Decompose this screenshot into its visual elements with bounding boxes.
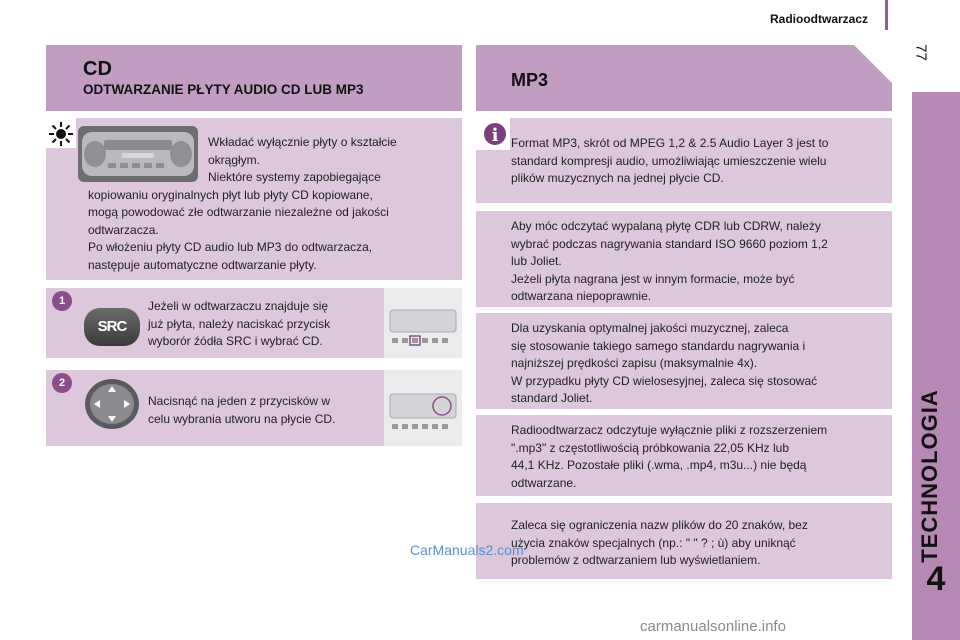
mp3-line: Zaleca się ograniczenia nazw plików do 20 znaków, bez <box>511 518 808 532</box>
navigation-buttons-image <box>84 378 140 430</box>
step-number-badge: 2 <box>52 373 72 393</box>
mp3-line: najniższej prędkości zapisu (maksymalnie 4x). <box>511 356 758 370</box>
intro-line: odtwarzacza. <box>88 222 159 237</box>
intro-line: Wkładać wyłącznie płyty o kształcie <box>208 135 397 149</box>
step-1-line: już płyta, należy naciskać przycisk <box>148 316 331 331</box>
mp3-line: standard Joliet. <box>511 391 593 405</box>
mp3-line: Jeżeli płyta nagrana jest w innym formacie, może być <box>511 271 795 286</box>
header-divider <box>885 0 888 30</box>
step-number-badge: 1 <box>52 291 72 311</box>
cd-subtitle: ODTWARZANIE PŁYTY AUDIO CD LUB MP3 <box>83 82 364 97</box>
src-button-image: SRC <box>84 308 140 346</box>
watermark-link[interactable]: carmanualsonline.info <box>640 618 786 635</box>
step-2-line: celu wybrania utworu na płycie CD. <box>148 411 336 426</box>
intro-line: okrągłym. <box>208 152 261 167</box>
mp3-line: Dla uzyskania optymalnej jakości muzycznej, zaleca <box>511 321 789 335</box>
intro-line: Po włożeniu płyty CD audio lub MP3 do odtwarzacza, <box>88 240 373 254</box>
mp3-line: się stosowanie takiego samego standardu nagrywania i <box>511 338 806 353</box>
intro-line: następuje automatyczne odtwarzanie płyty. <box>88 257 317 272</box>
mp3-line: standard kompresji audio, umożliwiając umieszczenie wielu <box>511 153 827 168</box>
page-number: 77 <box>912 44 930 61</box>
radio-thumbnail-src <box>384 288 462 358</box>
cd-title: CD <box>83 58 112 80</box>
section-title: Radioodtwarzacz <box>770 12 869 26</box>
mp3-line: użycia znaków specjalnych (np.: " " ? ; ù) aby uniknąć <box>511 535 796 550</box>
mp3-line: wybrać podczas nagrywania standard ISO 9660 poziom 1,2 <box>511 236 828 251</box>
mp3-line: Aby móc odczytać wypalaną płytę CDR lub CDRW, należy <box>511 219 821 233</box>
radio-thumbnail-nav <box>384 370 462 446</box>
mp3-title: MP3 <box>511 70 549 90</box>
step-1-line: Jeżeli w odtwarzaczu znajduje się <box>148 299 329 313</box>
chapter-label: TECHNOLOGIA <box>917 389 942 563</box>
info-icon: i <box>482 121 508 147</box>
mp3-line: W przypadku płyty CD wielosesyjnej, zaleca się stosować <box>511 373 818 388</box>
radio-unit-image <box>78 126 198 182</box>
mp3-line: odtwarzane. <box>511 475 577 490</box>
mp3-line: Radioodtwarzacz odczytuje wyłącznie pliki z rozszerzeniem <box>511 423 828 437</box>
sun-icon <box>48 121 74 147</box>
step-1-line: wyborór źódła SRC i wybrać CD. <box>148 334 323 348</box>
step-2-line: Nacisnąć na jeden z przycisków w <box>148 394 331 408</box>
mp3-line: odtwarzana niepoprawnie. <box>511 289 652 303</box>
intro-line: Niektóre systemy zapobiegające <box>208 170 381 184</box>
watermark-link[interactable]: CarManuals2.com <box>410 542 524 558</box>
intro-line: mogą powodować złe odtwarzanie niezależne od jakości <box>88 205 389 219</box>
intro-line: kopiowaniu oryginalnych płyt lub płyty CD kopiowane, <box>88 187 373 202</box>
mp3-line: problemów z odtwarzaniem lub wyświetlaniem. <box>511 553 761 567</box>
chapter-number: 4 <box>926 560 946 598</box>
mp3-line: plików muzycznych na jednej płycie CD. <box>511 171 724 185</box>
mp3-line: Format MP3, skrót od MPEG 1,2 & 2.5 Audio Layer 3 jest to <box>511 136 829 150</box>
mp3-line: ".mp3" z częstotliwością próbkowania 22,05 KHz lub <box>511 440 789 455</box>
mp3-line: 44,1 KHz. Pozostałe pliki (.wma, .mp4, m3u...) nie będą <box>511 458 807 472</box>
mp3-line: lub Joliet. <box>511 254 562 268</box>
